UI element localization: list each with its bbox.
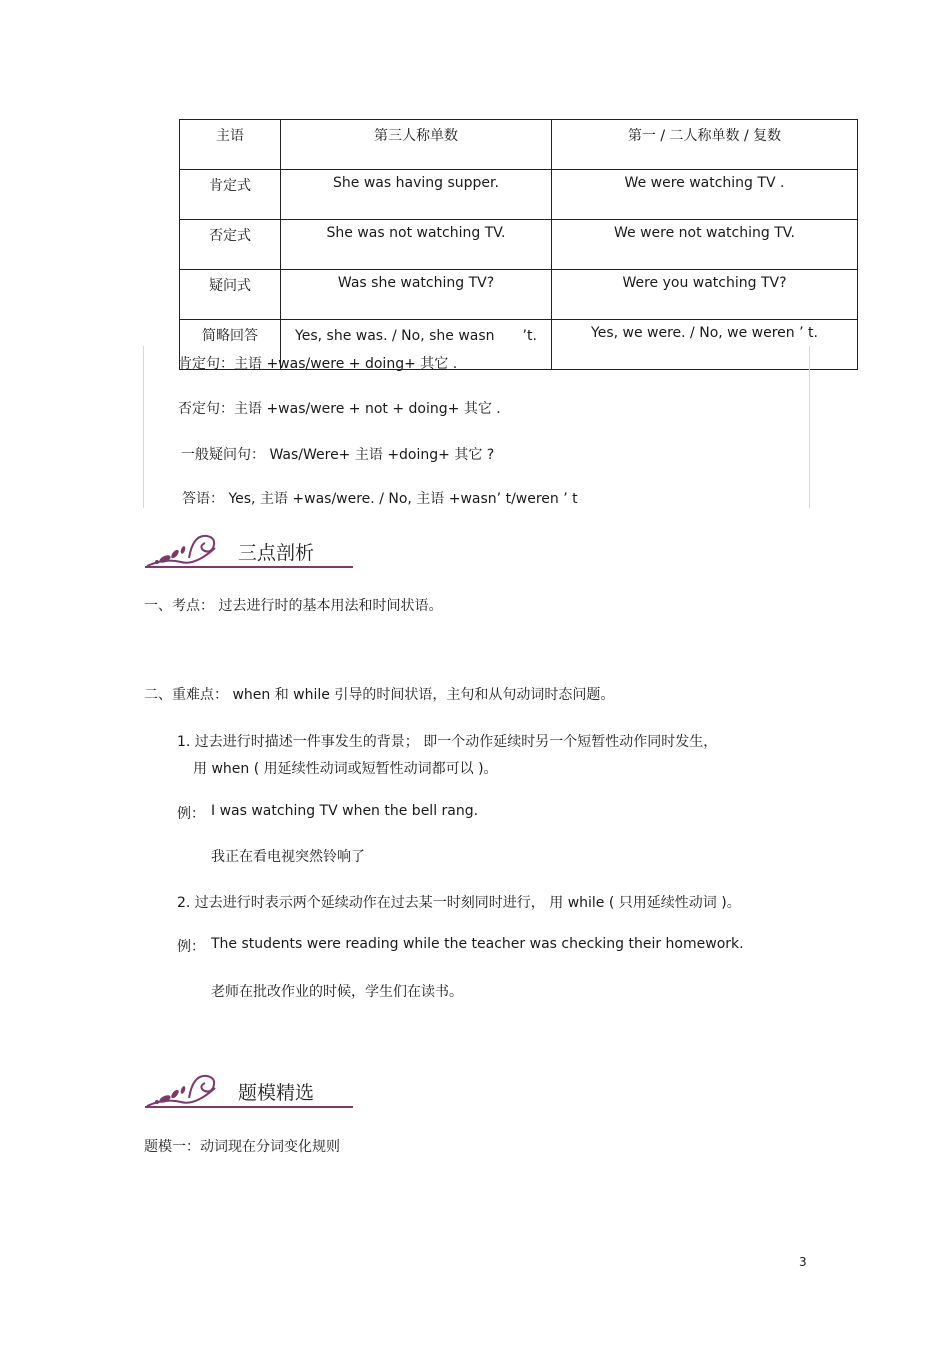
example-2-en: The students were reading while the teacher was checking their homework.: [211, 936, 744, 952]
page-number: 3: [799, 1255, 807, 1269]
example-2-cn: 老师在批改作业的时候，学生们在读书。: [211, 984, 463, 1000]
table-row: [180, 220, 858, 270]
table-cell: She was having supper.: [281, 170, 552, 220]
table-cell: 肯定式: [180, 170, 281, 220]
table-cell: 否定式: [180, 220, 281, 270]
formula-affirmative: 肯定句：主语 +was/were + doing+ 其它 .: [178, 356, 458, 372]
table-cell: Yes, we were. / No, we weren ’ t.: [552, 320, 858, 370]
example-1-cn: 我正在看电视突然铃响了: [211, 849, 365, 865]
formula-question: 一般疑问句： Was/Were+ 主语 +doing+ 其它 ?: [181, 447, 495, 463]
table-cell: Yes, she was. / No, she wasn ’t.: [281, 320, 552, 370]
table-row: [180, 270, 858, 320]
table-header-row: [180, 120, 858, 170]
grammar-table: [179, 119, 858, 370]
example-1-en: I was watching TV when the bell rang.: [211, 803, 479, 819]
table-header: 第一 / 二人称单数 / 复数: [552, 120, 858, 170]
usage-item-1: 1. 过去进行时描述一件事发生的背景； 即一个动作延续时另一个短暂性动作同时发生，: [177, 734, 718, 750]
formula-answer: 答语： Yes, 主语 +was/were. / No, 主语 +wasn’ t/weren ’ t: [182, 491, 578, 507]
usage-item-1-cont: 用 when ( 用延续性动词或短暂性动词都可以 )。: [193, 761, 498, 777]
table-header: 第三人称单数: [281, 120, 552, 170]
table-cell: 简略回答: [180, 320, 281, 370]
table-cell: We were not watching TV.: [552, 220, 858, 270]
section-rule: [145, 566, 353, 568]
section-title-analysis: 三点剖析: [238, 542, 315, 564]
example-label: 例：: [177, 939, 205, 955]
usage-item-2: 2. 过去进行时表示两个延续动作在过去某一时刻同时进行， 用 while ( 只用延续性动词 )。: [177, 895, 741, 911]
table-cell: She was not watching TV.: [281, 220, 552, 270]
key-point: 一、考点： 过去进行时的基本用法和时间状语。: [144, 598, 443, 614]
section-title-selected-models: 题模精选: [238, 1082, 315, 1104]
table-row: [180, 170, 858, 220]
floral-ornament-icon: [145, 1068, 225, 1110]
table-cell: Was she watching TV?: [281, 270, 552, 320]
example-label: 例：: [177, 806, 205, 822]
table-cell: We were watching TV .: [552, 170, 858, 220]
table-cell: Were you watching TV?: [552, 270, 858, 320]
model-1-title: 题模一：动词现在分词变化规则: [144, 1139, 340, 1155]
floral-ornament-icon: [145, 528, 225, 570]
difficult-point: 二、重难点： when 和 while 引导的时间状语，主句和从句动词时态问题。: [144, 687, 615, 703]
section-rule: [145, 1106, 353, 1108]
table-cell: 疑问式: [180, 270, 281, 320]
formula-negative: 否定句：主语 +was/were + not + doing+ 其它 .: [178, 401, 501, 417]
table-header: 主语: [180, 120, 281, 170]
